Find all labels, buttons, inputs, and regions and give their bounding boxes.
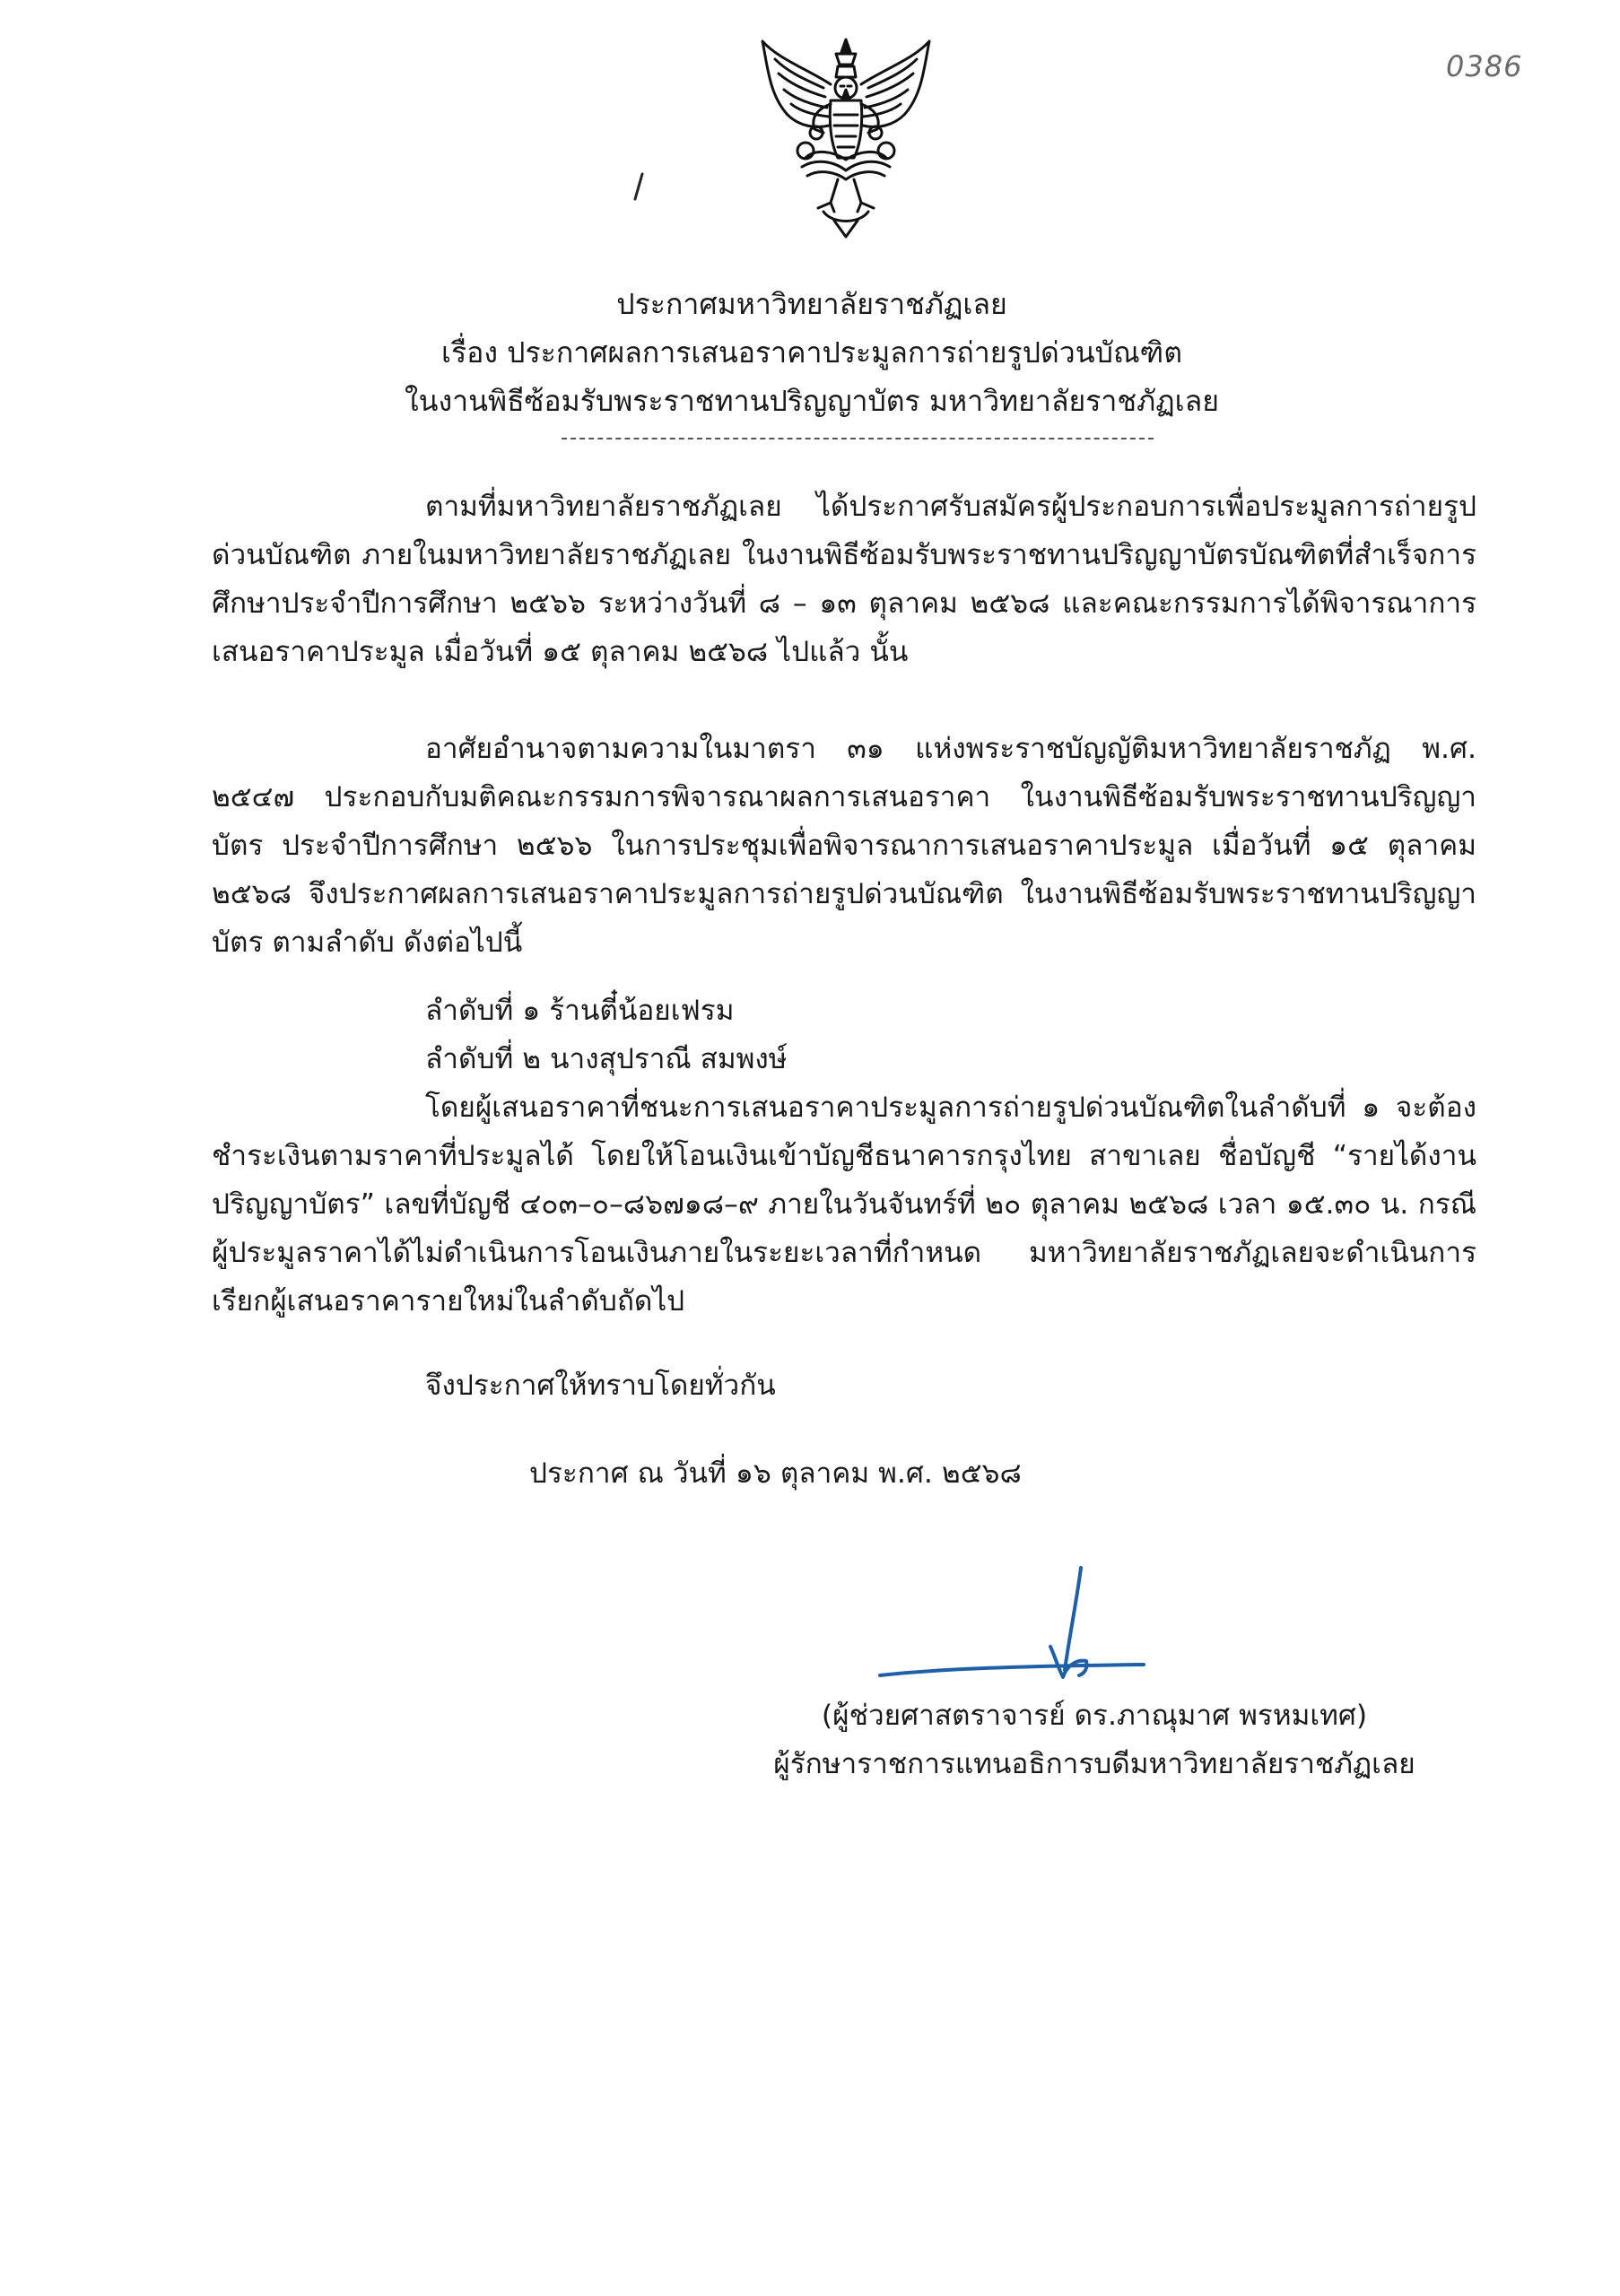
ranking-item-1: ลำดับที่ ๑ ร้านตี๋น้อยเฟรม (425, 995, 735, 1027)
garuda-emblem (752, 32, 940, 243)
document-number: 0386 (1446, 49, 1523, 83)
stray-pen-mark (628, 170, 649, 203)
signature (875, 1561, 1162, 1695)
announcement-date: ประกาศ ณ วันที่ ๑๖ ตุลาคม พ.ศ. ๒๕๖๘ (529, 1457, 1022, 1490)
announcement-subject-cont: ในงานพิธีซ้อมรับพระราชทานปริญญาบัตร มหาวิทยาลัยราชภัฏเลย (405, 384, 1219, 418)
header-separator (562, 438, 1154, 439)
signatory-name: (ผู้ช่วยศาสตราจารย์ ดร.ภาณุมาศ พรหมเทศ) (821, 1700, 1368, 1732)
body-paragraph-2: อาศัยอำนาจตามความในมาตรา ๓๑ แห่งพระราชบัญญัติมหาวิทยาลัยราชภัฏ พ.ศ. ๒๕๔๗ ประกอบกับมติคณะกรรมการพิจารณาผลการเสนอราคา ในงานพิธีซ้อมรับพระราชทานปริญญาบัตร ประจำปีการศึกษา ๒๕๖๖ ในการประชุมเพื่อพิจารณาการเสนอราคาประมูล เมื่อวันที่ ๑๕ ตุลาคม ๒๕๖๘ จึงประกาศผลการเสนอราคาประมูลการถ่ายรูปด่วนบัณฑิต ในงานพิธีซ้อมรับพระราชทานปริญญาบัตร ตามลำดับ ดังต่อไปนี้ (212, 733, 1476, 959)
closing-statement: จึงประกาศให้ทราบโดยทั่วกัน (425, 1370, 776, 1402)
announcement-title: ประกาศมหาวิทยาลัยราชภัฏเลย (616, 287, 1007, 321)
ranking-item-2: ลำดับที่ ๒ นางสุปราณี สมพงษ์ (425, 1043, 788, 1075)
body-paragraph-3: โดยผู้เสนอราคาที่ชนะการเสนอราคาประมูลการถ่ายรูปด่วนบัณฑิตในลำดับที่ ๑ จะต้องชำระเงินตามราคาที่ประมูลได้ โดยให้โอนเงินเข้าบัญชีธนาคารกรุงไทย สาขาเลย ชื่อบัญชี “รายได้งานปริญญาบัตร” เลขที่บัญชี ๔๐๓–๐–๘๖๗๑๘–๙ ภายในวันจันทร์ที่ ๒๐ ตุลาคม ๒๕๖๘ เวลา ๑๕.๓๐ น. กรณีผู้ประมูลราคาได้ไม่ดำเนินการโอนเงินภายในระยะเวลาที่กำหนด มหาวิทยาลัยราชภัฏเลยจะดำเนินการเรียกผู้เสนอราคารายใหม่ในลำดับถัดไป (212, 1091, 1476, 1318)
signatory-title: ผู้รักษาราชการแทนอธิการบดีมหาวิทยาลัยราชภัฏเลย (773, 1748, 1415, 1780)
signatory-block (700, 1692, 1489, 1788)
announcement-header (269, 280, 1354, 425)
body-paragraph-1: ตามที่มหาวิทยาลัยราชภัฏเลย ได้ประกาศรับสมัครผู้ประกอบการเพื่อประมูลการถ่ายรูปด่วนบัณฑิต ภายในมหาวิทยาลัยราชภัฏเลย ในงานพิธีซ้อมรับพระราชทานปริญญาบัตรบัณฑิตที่สำเร็จการศึกษาประจำปีการศึกษา ๒๕๖๖ ระหว่างวันที่ ๘ – ๑๓ ตุลาคม ๒๕๖๘ และคณะกรรมการได้พิจารณาการเสนอราคาประมูล เมื่อวันที่ ๑๕ ตุลาคม ๒๕๖๘ ไปแล้ว นั้น (212, 491, 1476, 668)
announcement-subject: เรื่อง ประกาศผลการเสนอราคาประมูลการถ่ายรูปด่วนบัณฑิต (441, 335, 1182, 370)
